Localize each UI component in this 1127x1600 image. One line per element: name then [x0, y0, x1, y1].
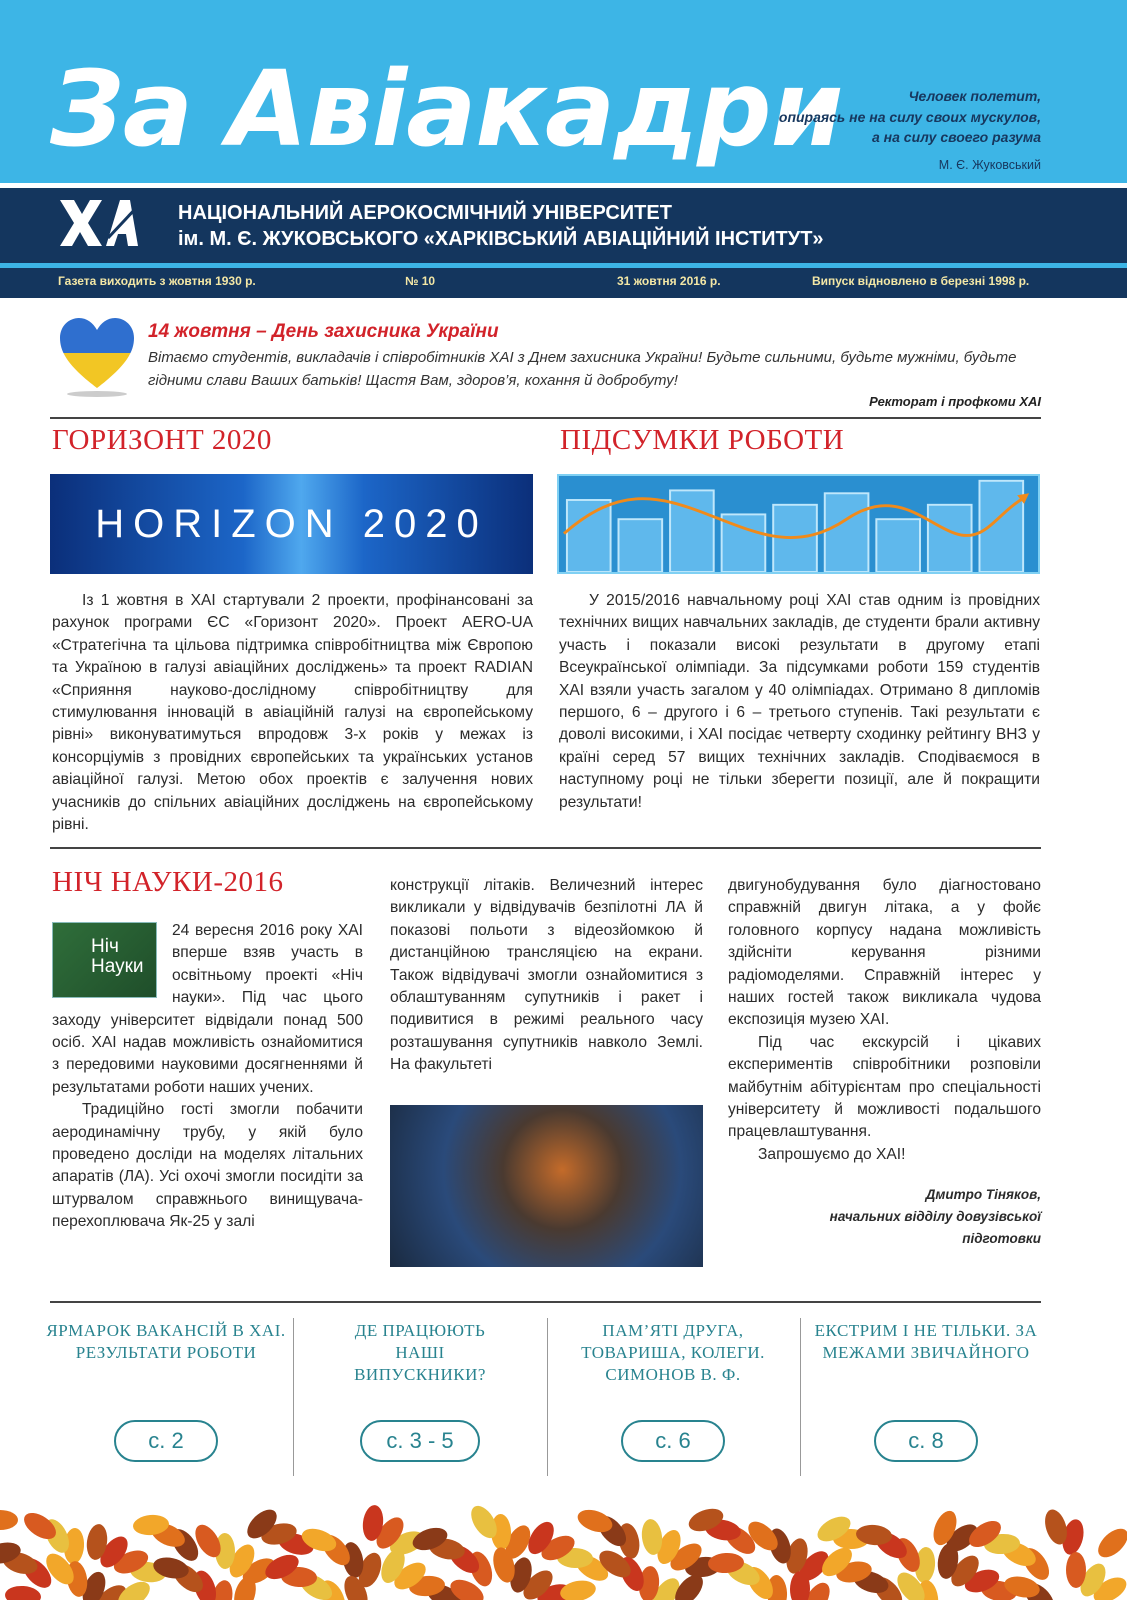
paragraph: Запрошуємо до ХАІ! [758, 1145, 906, 1163]
ukraine-heart-icon [58, 316, 136, 398]
greeting-signature: Ректорат і профкоми ХАІ [869, 394, 1041, 409]
founded-text: Газета виходить з жовтня 1930 р. [58, 274, 256, 288]
leaf [0, 1510, 18, 1530]
divider [800, 1318, 801, 1476]
autumn-leaves-border [0, 1490, 1127, 1600]
restored-text: Випуск відновлено в березні 1998 р. [812, 274, 1030, 288]
university-line: НАЦІОНАЛЬНИЙ АЕРОКОСМІЧНИЙ УНІВЕРСИТЕТ [178, 202, 672, 224]
divider [50, 1301, 1041, 1303]
quote-line: Человек полетит, [908, 88, 1041, 104]
teaser-3[interactable] [553, 1320, 793, 1462]
growth-chart-image [557, 474, 1040, 574]
xai-logo-icon [58, 198, 140, 248]
issue-date: 31 жовтня 2016 р. [617, 274, 721, 288]
results-heading: ПІДСУМКИ РОБОТИ [560, 424, 845, 456]
results-article [559, 590, 1040, 814]
teaser-title: ДЕ ПРАЦЮЮТЬ НАШІ ВИПУСКНИКИ? [354, 1321, 486, 1384]
paragraph: конструкції літаків. Величезний інтерес викликали у відвідувачів безпілотні ЛА й показові польоти з відеозйомкою й дистанційною трансляцією на екрани. Також відвідувачі змогли ознайомитися з облаштуванням супутників і ракет і подивитися в режимі реального часу розташування супутників навколо Землі. На факультеті [390, 877, 703, 1074]
author-name: Дмитро Тіняков, [925, 1187, 1041, 1203]
night-col-1 [52, 920, 363, 1234]
paragraph: Із 1 жовтня в ХАІ стартували 2 проекти, профінансовані за рахунок програми ЄС «Горизонт 2020». Проект AERO-UA «Стратегічна та цільова підтримка співробітництва між Європою та Україною в галузі авіаційних досліджень» та проект RADIAN «Сприяння науково-дослідному співробітництву для стимулювання інновацій в авіаційній галузі на європейському рівні» виконуватимуться впродовж 3-х років у межах із консорціумів з провідних європейських та українських установ авіаційної галузі. Метою обох проектів є залучення нових учасників до спільних авіаційних досліджень на європейському рівні. [52, 592, 533, 834]
page-link-button[interactable]: с. 6 [621, 1420, 725, 1462]
university-name [178, 200, 824, 252]
newspaper-title: За Авіакадри [50, 48, 843, 170]
paragraph: Під час екскурсій і цікавих експериментів співробітники розповіли майбутнім абітурієнтам про спеціальності університету й можливості подальшого працевлаштування. [728, 1033, 1041, 1141]
horizon-article [52, 590, 533, 836]
university-line: ім. М. Є. ЖУКОВСЬКОГО «ХАРКІВСЬКИЙ АВІАЦІЙНИЙ ІНСТИТУТ» [178, 228, 824, 250]
divider [293, 1318, 294, 1476]
issue-info-bar [0, 268, 1127, 298]
teaser-2[interactable] [300, 1320, 540, 1462]
banner-text: HORIZON 2020 [95, 502, 488, 546]
quote-line: опираясь не на силу своих мускулов, [778, 108, 1041, 125]
horizon-heading: ГОРИЗОНТ 2020 [52, 424, 272, 456]
greeting-title: 14 жовтня – День захисника України [148, 321, 499, 342]
author-role: начальних відділу довузівської підготовки [829, 1209, 1041, 1247]
paragraph: У 2015/2016 навчальному році ХАІ став одним із провідних технічних вищих навчальних закладів, де студенти брали активну участь і показали високі результати в другому етапі Всеукраїнської олімпіади. За підсумками роботи 159 студентів ХАІ взяли участь загалом у 40 олімпіадах. Отримано 8 дипломів першого, 6 – другого і 6 – третього ступенів. Такі результати є доволі високими, і ХАІ посідає четверту сходинку рейтингу ВНЗ у країні серед 57 вищих технічних закладів. Сподіваємося в наступному році не тільки зберегти позиції, але й покращити результати! [559, 592, 1040, 811]
quote-author: М. Є. Жуковський [938, 157, 1041, 172]
page-link-button[interactable]: с. 8 [874, 1420, 978, 1462]
epigraph [779, 86, 1041, 175]
divider [547, 1318, 548, 1476]
robot-photo [390, 1105, 703, 1267]
teaser-1[interactable] [46, 1320, 286, 1462]
leaf [1093, 1523, 1127, 1562]
leaf [4, 1585, 41, 1600]
paragraph: Традиційно гості змогли побачити аеродинамічну трубу, у якій було проведено досліди на моделях літальних апаратів (ЛА). Усі охочі змогли посидіти за штурвалом справжнього винищувача-перехоплювача Як-25 у залі [52, 1101, 363, 1231]
logo-text: Ніч Науки [91, 936, 144, 977]
teaser-title: ЯРМАРОК ВАКАНСІЙ В ХАІ. РЕЗУЛЬТАТИ РОБОТИ [46, 1321, 286, 1362]
divider [50, 417, 1041, 419]
night-of-science-logo [52, 922, 157, 998]
horizon-2020-banner [50, 474, 533, 574]
paragraph: двигунобудування було діагностовано справжній двигун літака, а у фойє головного корпусу надана можливість здійсніти керування різними радіомоделями. Справжній інтерес у наших гостей також викликала чудова експозиція музею ХАІ. [728, 877, 1041, 1029]
teaser-title: ЕКСТРИМ І НЕ ТІЛЬКИ. ЗА МЕЖАМИ ЗВИЧАЙНОГО [814, 1321, 1038, 1362]
paragraph: 24 вересня 2016 року ХАІ вперше взяв участь в освітньому проекті «Ніч науки». Під час цього заходу університет відвідали понад 500 осіб. ХАІ надав можливість ознайомитися з передовими науковими досягненнями й результатами роботи наших учених. [52, 922, 363, 1096]
night-heading: НІЧ НАУКИ-2016 [52, 866, 284, 898]
night-col-2 [390, 875, 703, 1077]
divider [50, 847, 1041, 849]
leaf [558, 1578, 597, 1600]
teaser-4[interactable] [806, 1320, 1046, 1462]
night-col-3 [728, 875, 1041, 1250]
greeting-text: Вітаємо студентів, викладачів і співробітників ХАІ з Днем захисника України! Будьте сильними, будьте мужніми, будьте гідними слави Ваших батьків! Щастя Вам, здоров’я, кохання й добробуту! [148, 349, 1017, 389]
page-link-button[interactable]: с. 3 - 5 [360, 1420, 480, 1462]
quote-line: а на силу своего разума [871, 129, 1041, 145]
page-link-button[interactable]: с. 2 [114, 1420, 218, 1462]
teaser-title: ПАМ’ЯТІ ДРУГА, ТОВАРИША, КОЛЕГИ. СИМОНОВ В. Ф. [581, 1321, 765, 1384]
leaf [1066, 1552, 1086, 1588]
issue-number: № 10 [405, 274, 436, 288]
